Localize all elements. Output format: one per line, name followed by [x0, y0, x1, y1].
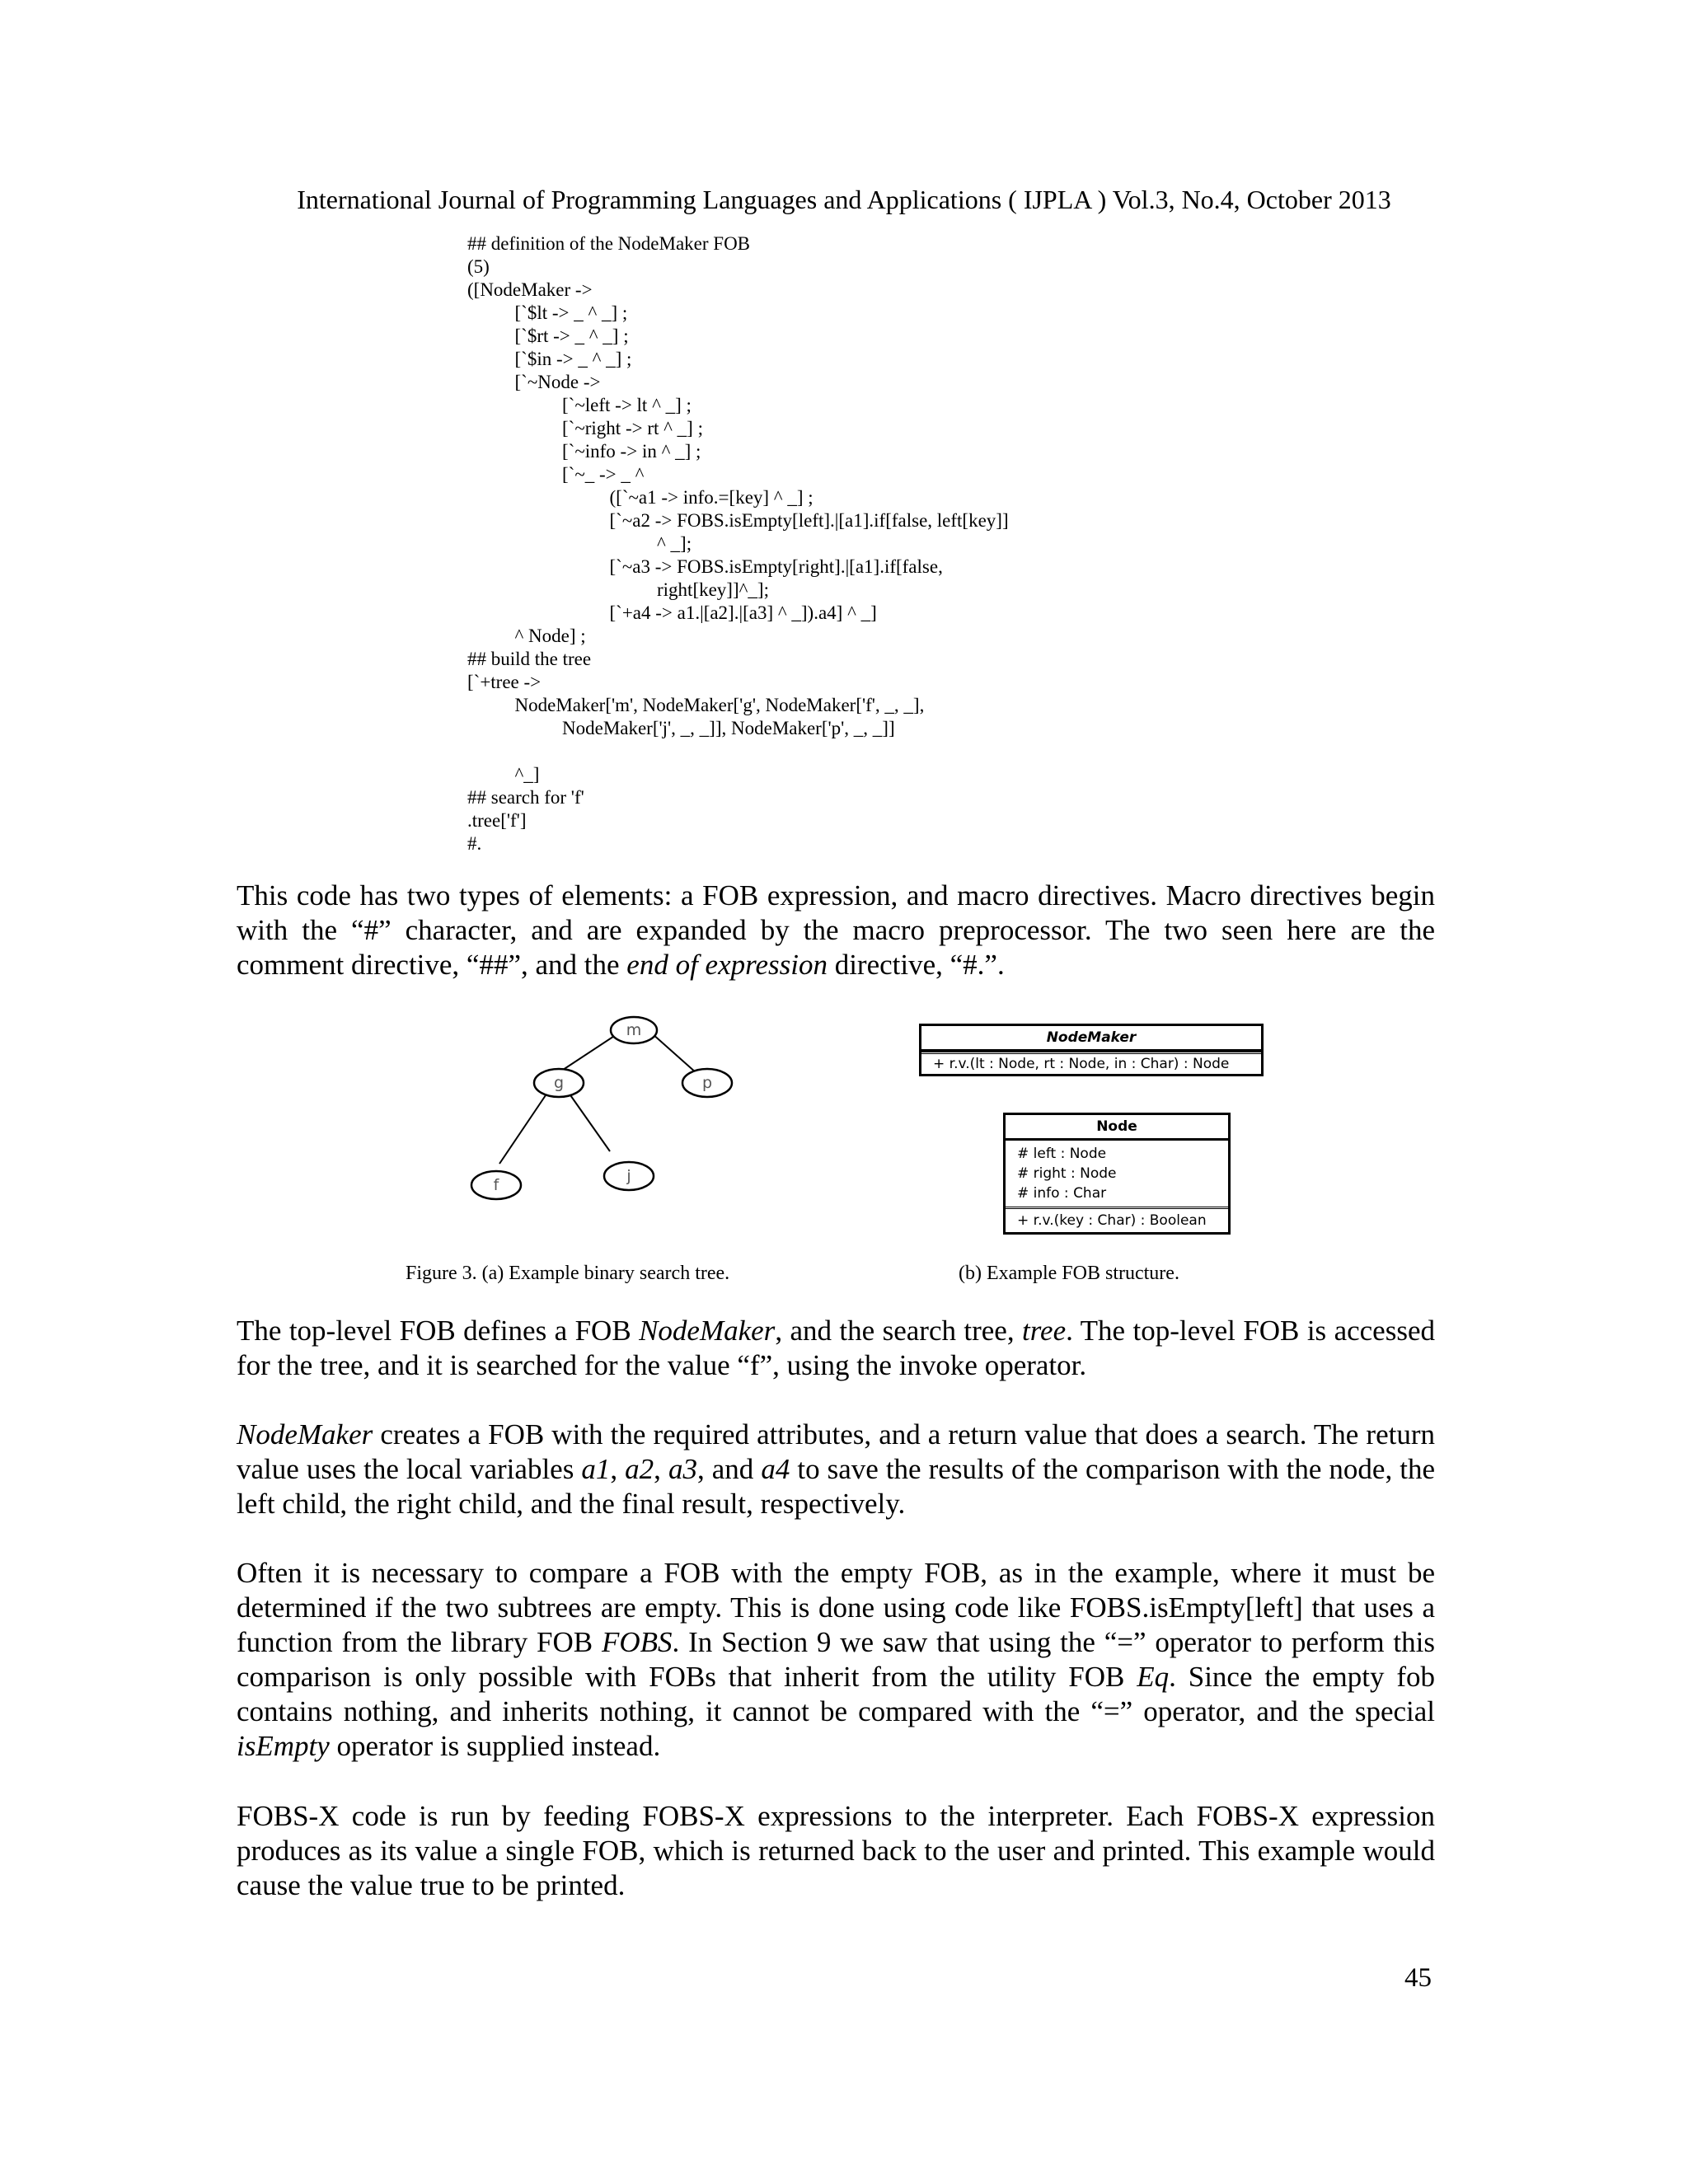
code-line: [`~info -> in ^ _] ; — [467, 441, 701, 462]
tree-label-m: m — [626, 1021, 642, 1039]
italic-term: NodeMaker — [237, 1418, 373, 1451]
code-line: ([`~a1 -> info.=[key] ^ _] ; — [467, 487, 814, 508]
uml-nodemaker-method: + r.v.(lt : Node, rt : Node, in : Char) : Node — [933, 1056, 1230, 1072]
paragraph-3 — [237, 1418, 1435, 1521]
code-listing — [467, 232, 1209, 867]
uml-node-title: Node — [1006, 1115, 1228, 1141]
text-run: , and the search tree, — [775, 1315, 1023, 1347]
paragraph-4 — [237, 1556, 1435, 1764]
italic-term: a2 — [625, 1453, 654, 1485]
paragraph-2 — [237, 1314, 1435, 1383]
code-line: ## build the tree — [467, 649, 592, 669]
edge-g-f — [499, 1093, 547, 1164]
code-line: (5) — [467, 256, 490, 277]
text-run: , — [610, 1453, 626, 1485]
text-run: , — [654, 1453, 668, 1485]
code-line: NodeMaker['m', NodeMaker['g', NodeMaker['f', _, _], — [467, 695, 925, 715]
code-line: ## search for 'f' — [467, 787, 584, 808]
uml-nodemaker-title: NodeMaker — [921, 1026, 1261, 1052]
code-line: [`+tree -> — [467, 672, 542, 692]
italic-term: isEmpty — [237, 1730, 330, 1762]
text-run: operator is supplied instead. — [329, 1730, 661, 1762]
binary-search-tree — [445, 1007, 907, 1205]
italic-term: Eq — [1137, 1661, 1170, 1693]
italic-term: a3 — [668, 1453, 697, 1485]
code-line: [`+a4 -> a1.|[a2].|[a3] ^ _]).a4] ^ _] — [467, 602, 877, 623]
text-run: directive, “#.”. — [827, 949, 1005, 981]
uml-node-class — [1003, 1113, 1231, 1235]
italic-term: tree — [1022, 1315, 1067, 1347]
tree-label-g: g — [553, 1074, 565, 1092]
code-line: ^ _]; — [467, 533, 692, 554]
uml-node-attr-right: # right : Node — [1017, 1165, 1117, 1182]
code-line: NodeMaker['j', _, _]], NodeMaker['p', _, _]] — [467, 718, 895, 738]
uml-node-attr-info: # info : Char — [1017, 1185, 1107, 1202]
italic-term: FOBS — [601, 1626, 673, 1658]
text-run: Often it is necessary to compare a FOB with the empty FOB, as in the example, where it must be determined if the two subtrees are empty. This is done using code like FOBS.isEmpty[left] that uses a function from the library FOB — [237, 1557, 1435, 1658]
text-run: This code has two types of elements: a FOB expression, and macro directives. Macro directives begin with the “#” character, and are expanded by the macro preprocessor. The two seen here are the comment directive, “##”, and the — [237, 879, 1435, 981]
code-line: right[key]]^_]; — [467, 579, 769, 600]
text-run: . In Section 9 we saw that using the “=” operator to perform this comparison is only possible with FOBs that inherit from the utility FOB — [237, 1626, 1435, 1693]
tree-label-p: p — [701, 1074, 713, 1092]
uml-nodemaker-class — [919, 1024, 1264, 1076]
text-run: creates a FOB with the required attributes, and a return value that does a search. The return value uses the local variables — [237, 1418, 1435, 1485]
code-line: [`~a2 -> FOBS.isEmpty[left].|[a1].if[false, left[key]] — [467, 510, 1009, 531]
text-run: to save the results of the comparison with the node, the left child, the right child, and the final result, respectively. — [237, 1453, 1435, 1520]
text-run: . The top-level FOB is accessed for the tree, and it is searched for the value “f”, using the invoke operator. — [237, 1315, 1435, 1381]
figure-caption-b: (b) Example FOB structure. — [959, 1263, 1179, 1284]
uml-node-attr-left: # left : Node — [1017, 1146, 1107, 1162]
journal-header: International Journal of Programming Languages and Applications ( IJPLA ) Vol.3, No.4, October 2013 — [297, 185, 1391, 214]
code-line: [`~a3 -> FOBS.isEmpty[right].|[a1].if[false, — [467, 556, 943, 577]
code-line: [`$lt -> _ ^ _] ; — [467, 302, 628, 323]
text-run: , and — [696, 1453, 762, 1485]
code-line: [`$rt -> _ ^ _] ; — [467, 326, 629, 346]
code-line: .tree['f'] — [467, 810, 527, 831]
text-run: FOBS-X code is run by feeding FOBS-X expressions to the interpreter. Each FOBS-X expression produces as its value a single FOB, which is returned back to the user and printed. This example would cause the value true to be printed. — [237, 1800, 1435, 1901]
tree-label-j: j — [626, 1167, 631, 1185]
code-line: ([NodeMaker -> — [467, 279, 593, 300]
figure-caption-a: Figure 3. (a) Example binary search tree. — [406, 1263, 730, 1284]
text-run: The top-level FOB defines a FOB — [237, 1315, 640, 1347]
italic-term: NodeMaker — [639, 1315, 776, 1347]
edge-g-j — [569, 1093, 610, 1151]
uml-node-method: + r.v.(key : Char) : Boolean — [1017, 1212, 1207, 1229]
tree-label-f: f — [493, 1176, 499, 1194]
code-line: ## definition of the NodeMaker FOB — [467, 233, 751, 254]
code-line: [`~_ -> _ ^ — [467, 464, 645, 485]
page-number: 45 — [1404, 1963, 1432, 1993]
code-line: [`~Node -> — [467, 372, 601, 392]
italic-term: a1 — [581, 1453, 611, 1485]
figure-3 — [445, 1007, 1269, 1287]
paragraph-5 — [237, 1799, 1435, 1903]
italic-term: end of expression — [626, 949, 828, 981]
code-line: ^_] — [467, 764, 540, 785]
code-line: [`~right -> rt ^ _] ; — [467, 418, 703, 438]
code-line: ^ Node] ; — [467, 626, 586, 646]
code-line: #. — [467, 833, 482, 854]
code-line: [`~left -> lt ^ _] ; — [467, 395, 692, 415]
code-line: [`$in -> _ ^ _] ; — [467, 349, 632, 369]
italic-term: a4 — [761, 1453, 790, 1485]
paragraph-1 — [237, 879, 1435, 982]
text-run: . Since the empty fob contains nothing, and inherits nothing, it cannot be compared with the “=” operator, and the special — [237, 1661, 1435, 1727]
